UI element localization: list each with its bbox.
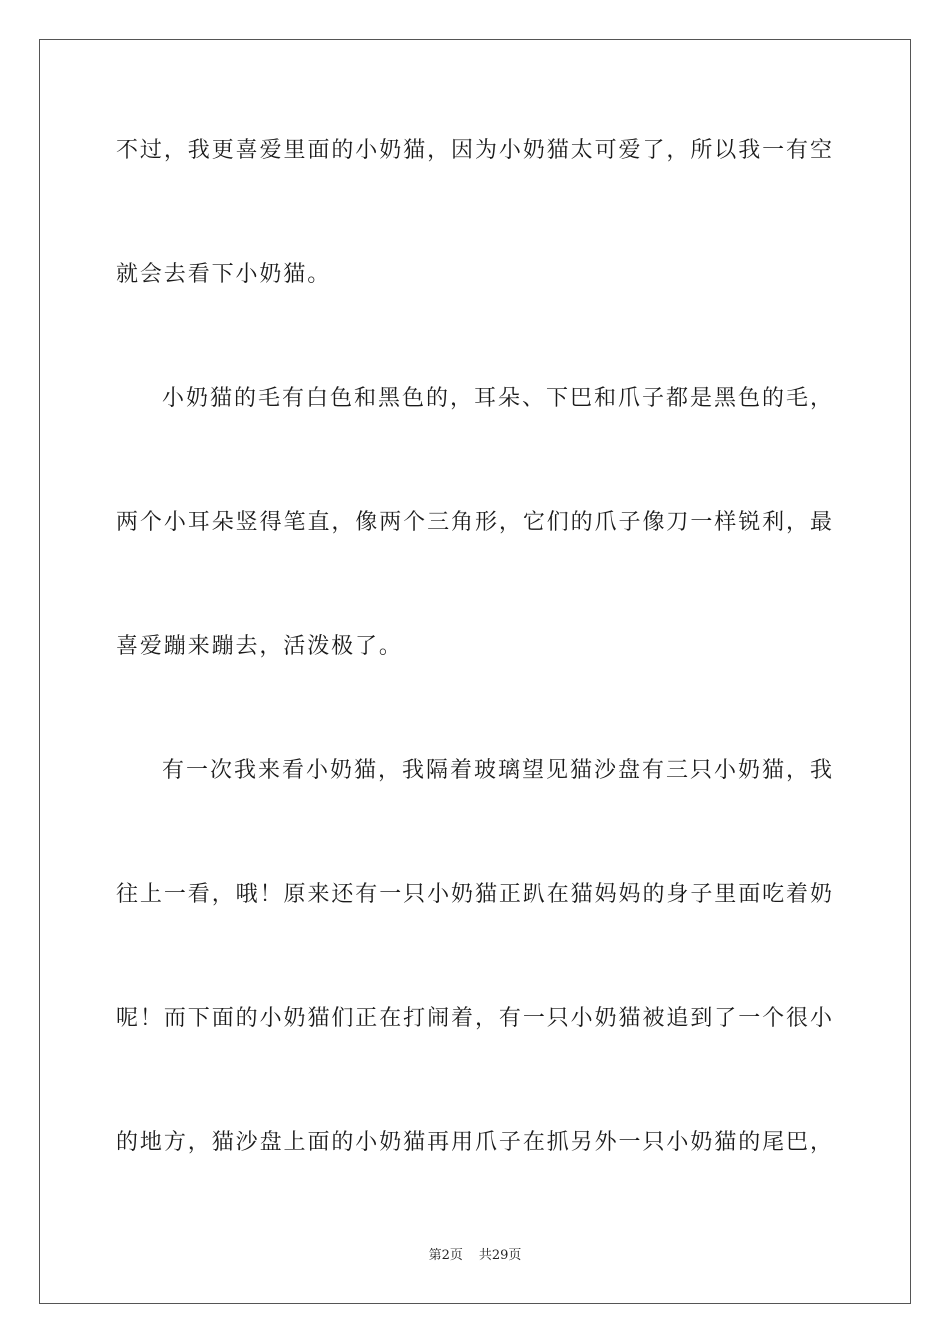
text-line-9: 的地方，猫沙盘上面的小奶猫再用爪子在抓另外一只小奶猫的尾巴， [116, 1130, 832, 1155]
text-line-2: 就会去看下小奶猫。 [116, 262, 332, 287]
page-footer [0, 1248, 950, 1264]
text-line-3: 小奶猫的毛有白色和黑色的，耳朵、下巴和爪子都是黑色的毛， [162, 386, 832, 411]
text-line-6: 有一次我来看小奶猫，我隔着玻璃望见猫沙盘有三只小奶猫，我 [162, 758, 832, 783]
text-line-1: 不过，我更喜爱里面的小奶猫，因为小奶猫太可爱了，所以我一有空 [116, 138, 832, 163]
page-total: 共29页 [478, 1248, 522, 1263]
page-number: 第2页 [428, 1248, 463, 1263]
text-line-5: 喜爱蹦来蹦去，活泼极了。 [116, 634, 403, 659]
text-line-4: 两个小耳朵竖得笔直，像两个三角形，它们的爪子像刀一样锐利，最 [116, 510, 832, 535]
text-line-7: 往上一看，哦！原来还有一只小奶猫正趴在猫妈妈的身子里面吃着奶 [116, 882, 832, 907]
text-line-8: 呢！而下面的小奶猫们正在打闹着，有一只小奶猫被追到了一个很小 [116, 1006, 832, 1031]
page-border [39, 39, 911, 1304]
